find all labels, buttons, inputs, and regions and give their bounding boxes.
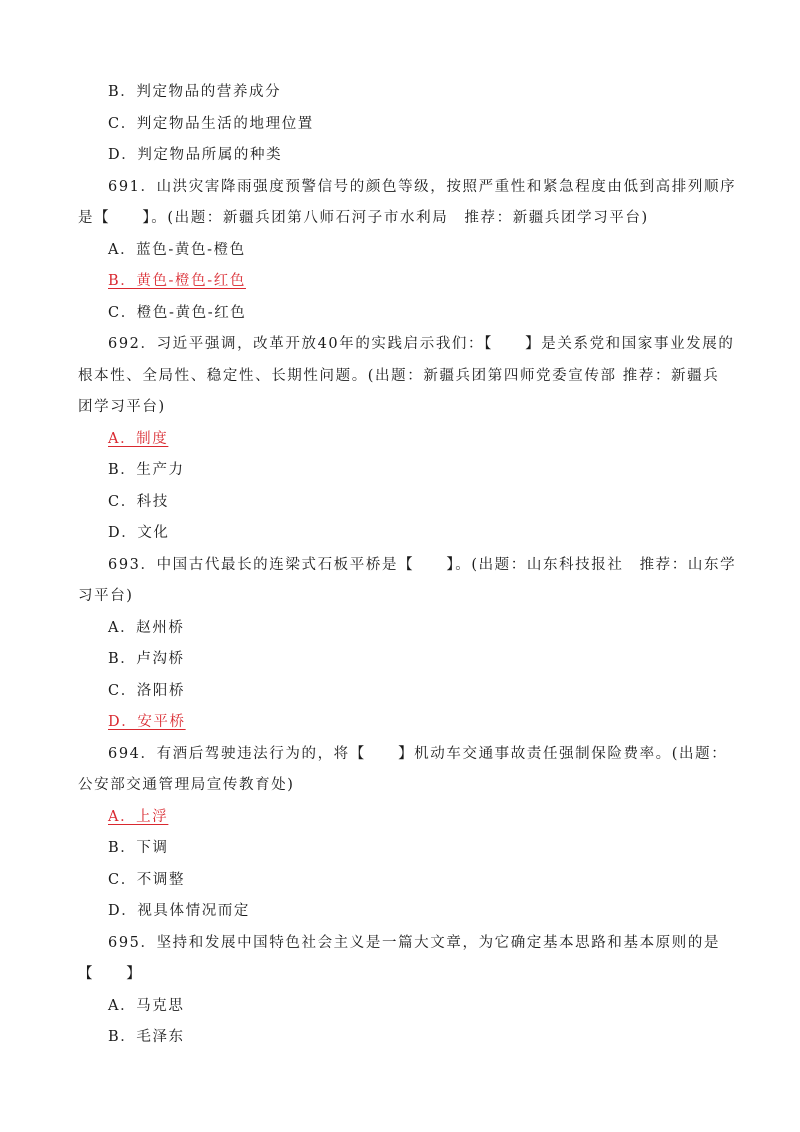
option-line: C．判定物品生活的地理位置 (108, 116, 314, 132)
question-695-line: 695．坚持和发展中国特色社会主义是一篇大文章，为它确定基本思路和基本原则的是 (108, 935, 721, 951)
question-692-line: 根本性、全局性、稳定性、长期性问题。(出题：新疆兵团第四师党委宣传部 推荐：新疆兵 (78, 368, 720, 384)
question-691-line: 691．山洪灾害降雨强度预警信号的颜色等级，按照严重性和紧急程度由低到高排列顺序 (108, 179, 737, 195)
option-line: B．卢沟桥 (108, 651, 185, 667)
question-693-line: 习平台) (78, 588, 134, 604)
question-691-line: 是【 】。(出题：新疆兵团第八师石河子市水利局 推荐：新疆兵团学习平台) (78, 210, 649, 226)
question-694-line: 公安部交通管理局宣传教育处) (78, 777, 295, 793)
option-line: A．马克思 (108, 998, 185, 1014)
correct-answer-line: A．上浮 (108, 809, 169, 825)
option-line: A．赵州桥 (108, 620, 185, 636)
option-line: C．橙色-黄色-红色 (108, 305, 247, 321)
option-line: D．文化 (108, 525, 170, 541)
option-line: C．科技 (108, 494, 169, 510)
option-line: B．判定物品的营养成分 (108, 84, 282, 100)
option-line: D．视具体情况而定 (108, 903, 251, 919)
correct-answer-line: D．安平桥 (108, 714, 186, 730)
option-line: B．下调 (108, 840, 169, 856)
question-692-line: 692．习近平强调，改革开放40年的实践启示我们：【 】是关系党和国家事业发展的 (108, 336, 735, 352)
option-line: B．毛泽东 (108, 1029, 185, 1045)
question-695-line: 【 】 (78, 966, 143, 982)
option-line: A．蓝色-黄色-橙色 (108, 242, 246, 258)
correct-answer-line: B．黄色-橙色-红色 (108, 273, 246, 289)
option-line: B．生产力 (108, 462, 185, 478)
option-line: D．判定物品所属的种类 (108, 147, 283, 163)
option-line: C．洛阳桥 (108, 683, 186, 699)
question-694-line: 694．有酒后驾驶违法行为的，将【 】机动车交通事故责任强制保险费率。(出题： (108, 746, 728, 762)
option-line: C．不调整 (108, 872, 186, 888)
question-692-line: 团学习平台) (78, 399, 166, 415)
question-693-line: 693．中国古代最长的连梁式石板平桥是【 】。(出题：山东科技报社 推荐：山东学 (108, 557, 737, 573)
correct-answer-line: A．制度 (108, 431, 169, 447)
